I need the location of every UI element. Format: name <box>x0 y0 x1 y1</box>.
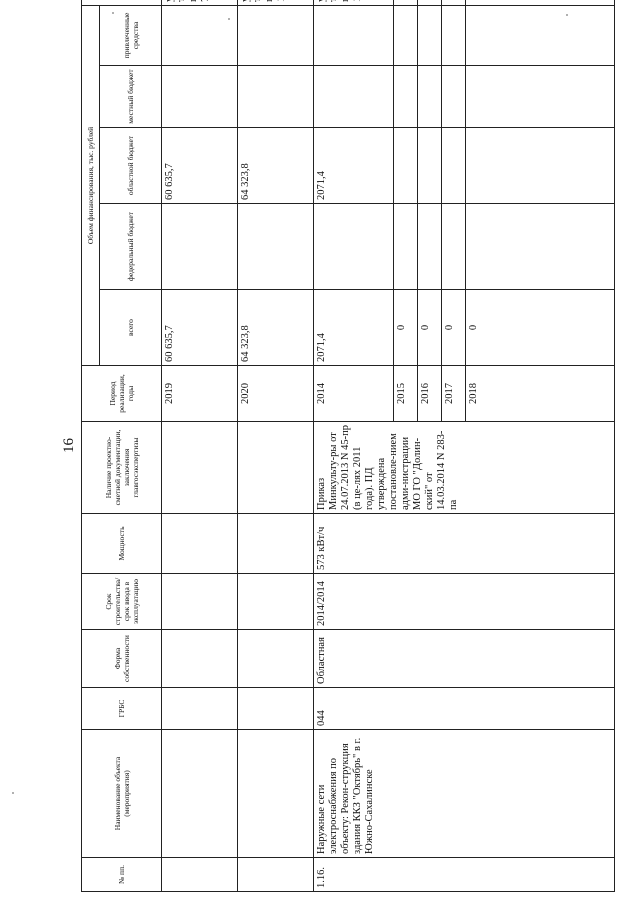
cell-year: 2017 <box>442 366 466 422</box>
cell-year: 2014 <box>314 366 394 422</box>
header-local: местный бюджет <box>100 66 162 128</box>
header-capacity: Мощность <box>82 514 162 574</box>
cell-capacity <box>162 514 238 574</box>
cell-name: Наружные сети электроснабжения по объекту: Рекон-струкция здания ККЗ "Октябрь" в г. Южно-Сахалинске <box>314 730 615 858</box>
cell-federal <box>466 204 615 290</box>
cell-total: 64 323,8 <box>238 290 314 366</box>
header-period: Период реализации, годы <box>82 366 162 422</box>
cell-attracted <box>314 5 394 65</box>
cell-result <box>442 0 466 5</box>
cell-no: 1.16. <box>314 858 615 892</box>
cell-docs <box>162 422 238 514</box>
header-funding-group: Объем финансирования, тыс. рублей <box>82 5 100 365</box>
cell-result <box>466 0 615 5</box>
cell-total: 0 <box>418 290 442 366</box>
cell-regional: 2071,4 <box>314 128 394 204</box>
table-row <box>314 0 394 892</box>
cell-regional <box>418 128 442 204</box>
cell-regional <box>466 128 615 204</box>
header-total: всего <box>100 290 162 366</box>
scan-speck <box>566 14 568 16</box>
cell-total: 0 <box>466 290 615 366</box>
cell-attracted <box>162 5 238 65</box>
cell-terms <box>238 574 314 630</box>
cell-docs: Приказ Минкульту-ры от 24.07.2013 N 45-пр (в це-лях 2011 года). ПД утверждена постановле-нием адми-нистрации МО ГО "Долин-ский" от 14.03.2014 N 283-па <box>314 422 615 514</box>
cell-result <box>162 0 238 5</box>
cell-year: 2015 <box>394 366 418 422</box>
cell-local <box>314 66 394 128</box>
rotated-sheet <box>81 12 615 892</box>
table-row <box>162 0 238 892</box>
cell-total: 60 635,7 <box>162 290 238 366</box>
cell-attracted <box>238 5 314 65</box>
cell-local <box>442 66 466 128</box>
page-number: 16 <box>61 438 77 453</box>
cell-attracted <box>466 5 615 65</box>
cell-federal <box>238 204 314 290</box>
cell-ownership: Областная <box>314 630 615 688</box>
cell-result <box>394 0 418 5</box>
cell-local <box>418 66 442 128</box>
cell-name <box>162 730 238 858</box>
cell-capacity <box>238 514 314 574</box>
scan-speck <box>228 18 230 20</box>
cell-regional: 60 635,7 <box>162 128 238 204</box>
cell-regional: 64 323,8 <box>238 128 314 204</box>
header-grbs: ГРБС <box>82 688 162 730</box>
cell-local <box>394 66 418 128</box>
cell-total: 2071,4 <box>314 290 394 366</box>
cell-result <box>238 0 314 5</box>
cell-attracted <box>442 5 466 65</box>
cell-total: 0 <box>394 290 418 366</box>
cell-attracted <box>418 5 442 65</box>
cell-regional <box>442 128 466 204</box>
cell-docs <box>238 422 314 514</box>
cell-federal <box>394 204 418 290</box>
header-docs: Наличие проектно-сметной документации, заключения главгосэкспертизы <box>82 422 162 514</box>
cell-total: 0 <box>442 290 466 366</box>
cell-local <box>162 66 238 128</box>
cell-ownership <box>238 630 314 688</box>
cell-no <box>238 858 314 892</box>
cell-result <box>314 0 394 5</box>
header-ownership: Форма собственности <box>82 630 162 688</box>
cell-no <box>162 858 238 892</box>
cell-federal <box>162 204 238 290</box>
cell-terms <box>162 574 238 630</box>
cell-grbs <box>162 688 238 730</box>
header-terms: Срок строительства/срок ввода в эксплуатацию <box>82 574 162 630</box>
cell-local <box>238 66 314 128</box>
cell-year: 2018 <box>466 366 615 422</box>
cell-capacity: 573 кВт/ч <box>314 514 615 574</box>
table-row <box>238 0 314 892</box>
cell-result <box>418 0 442 5</box>
cell-grbs <box>238 688 314 730</box>
cell-grbs: 044 <box>314 688 615 730</box>
cell-federal <box>442 204 466 290</box>
header-no: № пп. <box>82 858 162 892</box>
cell-attracted <box>394 5 418 65</box>
funding-table <box>81 0 615 892</box>
cell-regional <box>394 128 418 204</box>
header-federal: федеральный бюджет <box>100 204 162 290</box>
cell-federal <box>418 204 442 290</box>
cell-federal <box>314 204 394 290</box>
cell-local <box>466 66 615 128</box>
scan-speck <box>112 12 114 14</box>
cell-year: 2020 <box>238 366 314 422</box>
cell-ownership <box>162 630 238 688</box>
cell-name <box>238 730 314 858</box>
cell-terms: 2014/2014 <box>314 574 615 630</box>
cell-year: 2019 <box>162 366 238 422</box>
header-row-1 <box>82 0 100 892</box>
header-attracted: привлеченные средства <box>100 5 162 65</box>
cell-year: 2016 <box>418 366 442 422</box>
header-regional: областной бюджет <box>100 128 162 204</box>
header-name: Наименование объекта (мероприятия) <box>82 730 162 858</box>
scan-speck <box>12 792 14 794</box>
